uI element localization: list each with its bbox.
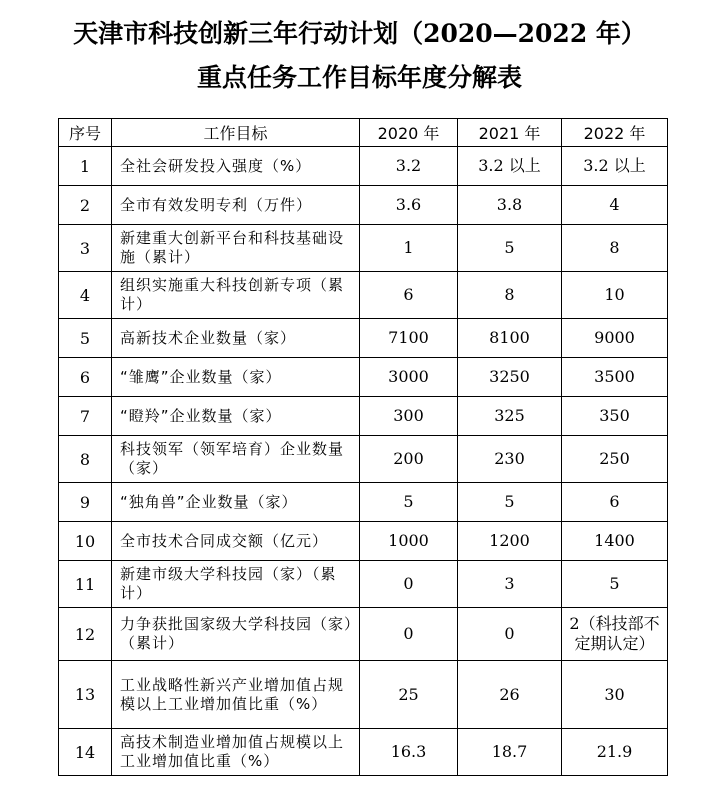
table-row — [59, 561, 668, 608]
row-value-2020: 3000 — [360, 358, 458, 397]
row-goal: 高技术制造业增加值占规模以上工业增加值比重（%） — [112, 729, 360, 776]
row-goal: 新建重大创新平台和科技基础设施（累计） — [112, 225, 360, 272]
row-number: 3 — [59, 225, 112, 272]
row-value-2022: 3500 — [562, 358, 668, 397]
row-value-2021: 1200 — [458, 522, 562, 561]
row-goal: “瞪羚”企业数量（家） — [112, 397, 360, 436]
row-value-2020: 3.2 — [360, 147, 458, 186]
row-value-2020: 0 — [360, 608, 458, 661]
table-row — [59, 225, 668, 272]
row-value-2021: 5 — [458, 225, 562, 272]
row-value-2022: 5 — [562, 561, 668, 608]
row-number: 1 — [59, 147, 112, 186]
row-number: 9 — [59, 483, 112, 522]
row-number: 4 — [59, 272, 112, 319]
table-row — [59, 483, 668, 522]
row-number: 5 — [59, 319, 112, 358]
table-row — [59, 272, 668, 319]
table-row — [59, 729, 668, 776]
row-value-2022: 10 — [562, 272, 668, 319]
table-row — [59, 436, 668, 483]
row-value-2020: 5 — [360, 483, 458, 522]
row-goal: 组织实施重大科技创新专项（累计） — [112, 272, 360, 319]
row-value-2022: 21.9 — [562, 729, 668, 776]
row-value-2021: 325 — [458, 397, 562, 436]
table-row — [59, 397, 668, 436]
row-goal: “独角兽”企业数量（家） — [112, 483, 360, 522]
row-goal: 工业战略性新兴产业增加值占规模以上工业增加值比重（%） — [112, 661, 360, 729]
row-value-2021: 5 — [458, 483, 562, 522]
row-value-2021: 3.2 以上 — [458, 147, 562, 186]
row-number: 13 — [59, 661, 112, 729]
row-value-2022: 4 — [562, 186, 668, 225]
row-value-2022: 6 — [562, 483, 668, 522]
table-row — [59, 319, 668, 358]
row-value-2021: 3 — [458, 561, 562, 608]
row-number: 2 — [59, 186, 112, 225]
row-number: 11 — [59, 561, 112, 608]
header-2020: 2020 年 — [360, 119, 458, 147]
header-2022: 2022 年 — [562, 119, 668, 147]
row-value-2022: 250 — [562, 436, 668, 483]
header-goal: 工作目标 — [112, 119, 360, 147]
row-number: 6 — [59, 358, 112, 397]
row-number: 8 — [59, 436, 112, 483]
row-goal: 全社会研发投入强度（%） — [112, 147, 360, 186]
row-value-2021: 3.8 — [458, 186, 562, 225]
header-2021: 2021 年 — [458, 119, 562, 147]
document-title: 天津市科技创新三年行动计划（2020—2022 年） — [73, 19, 646, 48]
row-value-2022: 1400 — [562, 522, 668, 561]
row-value-2020: 300 — [360, 397, 458, 436]
table-row — [59, 608, 668, 661]
row-value-2022: 8 — [562, 225, 668, 272]
row-value-2020: 1000 — [360, 522, 458, 561]
row-value-2020: 0 — [360, 561, 458, 608]
row-number: 7 — [59, 397, 112, 436]
row-value-2020: 1 — [360, 225, 458, 272]
row-value-2020: 6 — [360, 272, 458, 319]
row-value-2020: 25 — [360, 661, 458, 729]
row-value-2022: 9000 — [562, 319, 668, 358]
row-value-2021: 0 — [458, 608, 562, 661]
row-value-2020: 16.3 — [360, 729, 458, 776]
row-value-2020: 7100 — [360, 319, 458, 358]
table-header-row — [59, 119, 668, 147]
row-value-2022: 30 — [562, 661, 668, 729]
table-row — [59, 522, 668, 561]
row-value-2020: 200 — [360, 436, 458, 483]
row-value-2021: 230 — [458, 436, 562, 483]
header-no: 序号 — [59, 119, 112, 147]
table-row — [59, 661, 668, 729]
row-goal: 全市有效发明专利（万件） — [112, 186, 360, 225]
row-goal: 力争获批国家级大学科技园（家）（累计） — [112, 608, 360, 661]
row-value-2021: 8100 — [458, 319, 562, 358]
row-goal: 新建市级大学科技园（家）（累计） — [112, 561, 360, 608]
row-number: 14 — [59, 729, 112, 776]
row-value-2021: 18.7 — [458, 729, 562, 776]
row-goal: 全市技术合同成交额（亿元） — [112, 522, 360, 561]
table-row — [59, 186, 668, 225]
row-value-2022: 350 — [562, 397, 668, 436]
row-value-2020: 3.6 — [360, 186, 458, 225]
row-goal: “雏鹰”企业数量（家） — [112, 358, 360, 397]
table-row — [59, 358, 668, 397]
row-value-2021: 8 — [458, 272, 562, 319]
row-value-2022: 2（科技部不定期认定） — [562, 608, 668, 661]
row-goal: 高新技术企业数量（家） — [112, 319, 360, 358]
row-goal: 科技领军（领军培育）企业数量（家） — [112, 436, 360, 483]
row-value-2021: 26 — [458, 661, 562, 729]
row-value-2022: 3.2 以上 — [562, 147, 668, 186]
document-subtitle: 重点任务工作目标年度分解表 — [196, 63, 522, 92]
row-value-2021: 3250 — [458, 358, 562, 397]
targets-table — [58, 118, 668, 776]
row-number: 12 — [59, 608, 112, 661]
table-row — [59, 147, 668, 186]
row-number: 10 — [59, 522, 112, 561]
